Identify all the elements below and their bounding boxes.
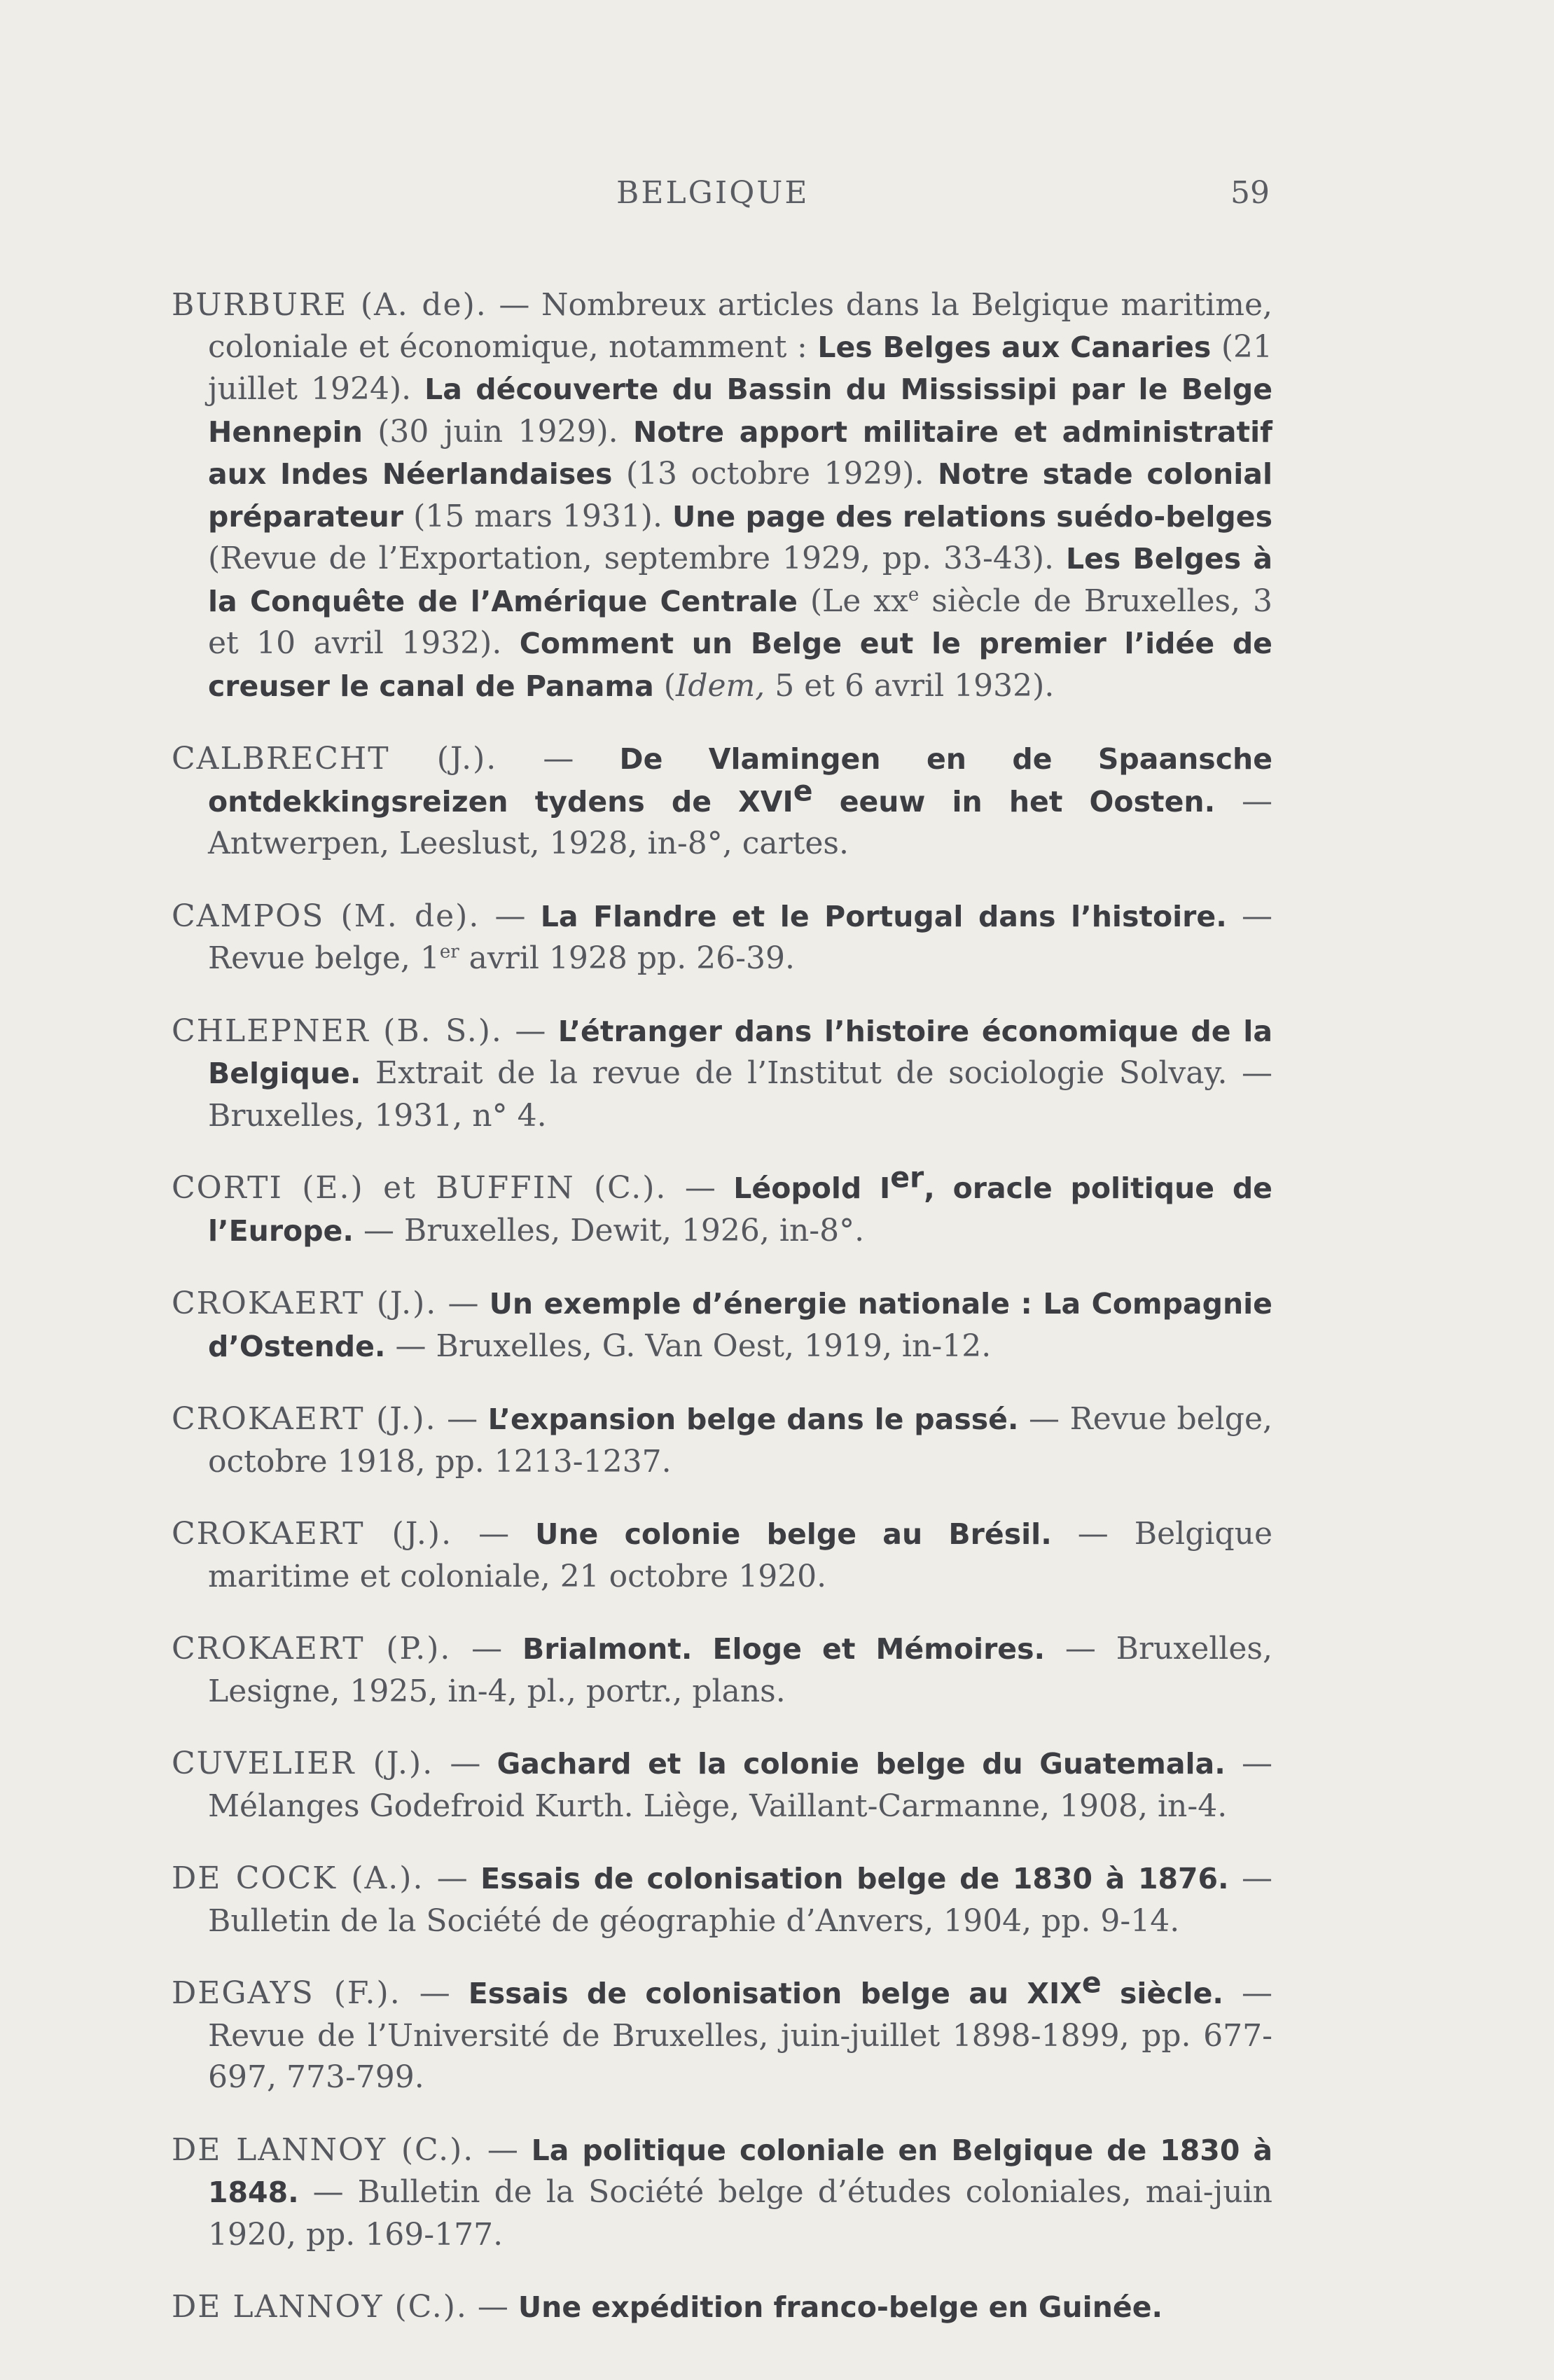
superscript: er <box>439 941 459 963</box>
entry-text: (30 juin 1929). <box>362 413 633 450</box>
entry-text: — Nombreux articles dans la Belgique maritime, coloniale et économique, notamment : <box>208 287 1272 365</box>
entry-text: siècle de Bruxelles, 3 et 10 avril 1932). <box>208 583 1273 661</box>
entry-text: — <box>497 741 620 777</box>
running-title: BELGIQUE <box>616 175 810 211</box>
entry-text: — Bruxelles, Dewit, 1926, in-8°. <box>353 1212 865 1248</box>
bibliography-entry <box>172 738 1272 865</box>
entry-text: — Bruxelles, Lesigne, 1925, in-4, pl., portr., plans. <box>208 1631 1272 1709</box>
entry-title: Notre stade colonial préparateur <box>208 457 1272 534</box>
entry-author: CHLEPNER (B. S.). <box>172 1012 503 1049</box>
entry-author: CAMPOS (M. de). <box>172 898 480 934</box>
entry-title: Brialmont. Eloge et Mémoires. <box>522 1632 1046 1666</box>
entry-title: La politique coloniale en Belgique de 1830 à 1848. <box>208 2133 1272 2209</box>
entry-title: Notre apport militaire et administratif aux Indes Néerlandaises <box>208 415 1273 491</box>
entry-text: — <box>437 1286 490 1321</box>
entry-text: — <box>474 2131 532 2168</box>
entry-title: Essais de colonisation belge au XIX <box>468 1977 1082 2010</box>
entry-text: — Revue belge, octobre 1918, pp. 1213-1237. <box>208 1401 1272 1480</box>
entry-text: — Antwerpen, Leeslust, 1928, in-8°, cartes. <box>208 783 1272 861</box>
bibliography-entry <box>172 1965 1272 2099</box>
entry-author: CROKAERT (J.). <box>172 1516 453 1552</box>
entry-title: siècle. <box>1101 1977 1223 2010</box>
entry-text: — <box>424 1860 481 1896</box>
entry-title: L’expansion belge dans le passé. <box>487 1403 1019 1436</box>
entry-author: DE LANNOY (C.). <box>172 2131 475 2168</box>
entry-text: — Bulletin de la Société de géographie d’Anvers, 1904, pp. 9-14. <box>208 1860 1272 1939</box>
entry-title: De Vlamingen en de Spaansche ontdekkingsreizen tydens de XVI <box>208 742 1273 819</box>
bibliography-entry <box>172 1858 1272 1942</box>
bibliography-entry <box>172 2286 1272 2329</box>
bibliography-list <box>172 253 1272 2340</box>
entry-text: (Revue de l’Exportation, septembre 1929, pp. 33-43). <box>208 541 1066 576</box>
entry-title: Essais de colonisation belge de 1830 à 1876. <box>480 1862 1229 1895</box>
bibliography-entry <box>172 1160 1272 1252</box>
entry-title: La Flandre et le Portugal dans l’histoire. <box>540 899 1227 933</box>
entry-title: Les Belges aux Canaries <box>817 330 1212 364</box>
bibliography-entry <box>172 1398 1272 1482</box>
entry-text: — <box>451 1631 522 1666</box>
entry-title: Une expédition franco-belge en Guinée. <box>518 2290 1163 2324</box>
entry-italic: Idem, <box>675 667 765 704</box>
entry-author: CUVELIER (J.). <box>172 1746 434 1781</box>
bibliography-entry <box>172 2129 1272 2256</box>
entry-text: (15 mars 1931). <box>403 498 672 534</box>
entry-title: Gachard et la colonie belge du Guatemala. <box>497 1747 1226 1781</box>
entry-author: CORTI (E.) et BUFFIN (C.). <box>172 1170 667 1206</box>
entry-author: DE LANNOY (C.). <box>172 2289 468 2325</box>
entry-text: — <box>452 1516 536 1552</box>
bibliography-entry <box>172 1513 1272 1597</box>
entry-text: — <box>467 2289 518 2325</box>
entry-text: — <box>433 1746 497 1781</box>
entry-author: CROKAERT (P.). <box>172 1631 452 1666</box>
bibliography-entry <box>172 896 1272 980</box>
entry-text: — Revue de l’Université de Bruxelles, juin-juillet 1898-1899, pp. 677-697, 773-799. <box>208 1975 1272 2095</box>
entry-text: — <box>401 1975 469 2011</box>
running-header <box>0 175 1554 224</box>
superscript: e <box>793 773 813 807</box>
entry-text: — Bulletin de la Société belge d’études coloniales, mai-juin 1920, pp. 169-177. <box>208 2174 1272 2253</box>
entry-title: Les Belges à la Conquête de l’Amérique Centrale <box>208 542 1272 618</box>
page-number: 59 <box>1230 175 1270 211</box>
entry-text: (13 octobre 1929). <box>612 456 938 492</box>
entry-author: DEGAYS (F.). <box>172 1975 401 2011</box>
entry-text: — Belgique maritime et coloniale, 21 octobre 1920. <box>208 1516 1272 1594</box>
entry-text: — <box>502 1012 558 1049</box>
bibliography-entry <box>172 1010 1272 1137</box>
bibliography-entry <box>172 1743 1272 1827</box>
entry-title: Un exemple d’énergie nationale : La Compagnie d’Ostende. <box>208 1287 1272 1363</box>
entry-text: — <box>480 898 541 934</box>
entry-title: L’étranger dans l’histoire économique de la Belgique. <box>208 1014 1273 1090</box>
bibliography-entry <box>172 1628 1272 1712</box>
bibliography-entry <box>172 1283 1272 1368</box>
entry-text: (Le xx <box>797 583 908 619</box>
superscript: e <box>908 583 920 605</box>
entry-title: , oracle politique de l’Europe. <box>208 1171 1272 1248</box>
entry-text: — <box>436 1401 488 1437</box>
entry-title: Comment un Belge eut le premier l’idée de creuser le canal de Panama <box>208 627 1272 703</box>
entry-title: La découverte du Bassin du Mississipi par le Belge Hennepin <box>208 373 1272 449</box>
entry-author: BURBURE (A. de). <box>172 287 487 323</box>
entry-text: avril 1928 pp. 26-39. <box>459 940 796 976</box>
entry-author: CROKAERT (J.). <box>172 1401 437 1437</box>
entry-text: — Mélanges Godefroid Kurth. Liège, Vaillant-Carmanne, 1908, in-4. <box>208 1746 1272 1824</box>
entry-text: ( <box>653 667 676 704</box>
entry-text: — <box>667 1170 734 1206</box>
entry-title: Léopold I <box>733 1171 891 1205</box>
superscript: e <box>1081 1965 1102 2000</box>
entry-author: DE COCK (A.). <box>172 1860 424 1896</box>
entry-text: — Revue belge, 1 <box>208 898 1273 976</box>
entry-text: Extrait de la revue de l’Institut de sociologie Solvay. — Bruxelles, 1931, n° 4. <box>208 1055 1272 1134</box>
entry-title: eeuw in het Oosten. <box>812 784 1216 819</box>
entry-text: 5 et 6 avril 1932). <box>765 667 1055 704</box>
entry-title: Une colonie belge au Brésil. <box>535 1517 1052 1551</box>
entry-title: Une page des relations suédo-belges <box>672 499 1272 534</box>
entry-author: CROKAERT (J.). <box>172 1286 438 1321</box>
entry-text: — Bruxelles, G. Van Oest, 1919, in-12. <box>385 1328 992 1364</box>
entry-text: (21 juillet 1924). <box>208 328 1272 407</box>
entry-author: CALBRECHT (J.). <box>172 741 498 777</box>
bibliography-entry <box>172 284 1272 707</box>
superscript: er <box>890 1160 924 1195</box>
